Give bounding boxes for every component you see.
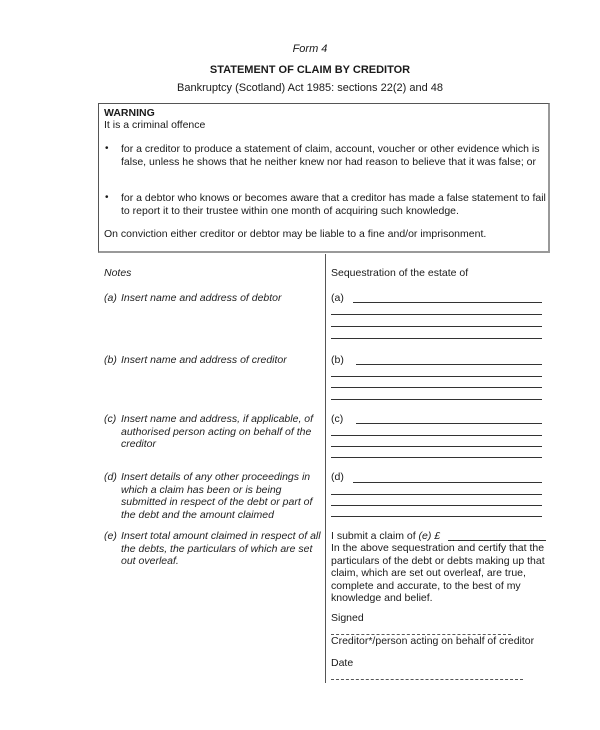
note-e (104, 530, 322, 568)
date-label: Date (331, 657, 354, 669)
form-number: Form 4 (292, 43, 328, 55)
note-label: (a) (104, 292, 117, 304)
column-divider (325, 254, 326, 683)
field-b-input-line-1[interactable] (356, 364, 542, 365)
warning-conviction: On conviction either creditor or debtor may be liable to a fine and/or imprisonment. (104, 228, 487, 240)
field-d-label: (d) (331, 471, 344, 483)
note-label: (c) (104, 413, 117, 425)
date-input[interactable] (331, 679, 523, 680)
note-text: Insert total amount claimed in respect of all the debts, the particulars of which are set out overleaf. (121, 530, 321, 567)
field-c-input-line-4[interactable] (331, 457, 542, 458)
note-text: Insert details of any other proceedings in which a claim has been or is being submitted in respect of the debt or part of the debt and the amount claimed (121, 471, 313, 521)
note-a (104, 292, 322, 305)
document-title: STATEMENT OF CLAIM BY CREDITOR (209, 64, 411, 76)
warning-intro: It is a criminal offence (104, 119, 206, 131)
note-label: (b) (104, 354, 117, 366)
field-c-input-line-3[interactable] (331, 446, 542, 447)
notes-heading: Notes (104, 267, 132, 279)
document-subtitle: Bankruptcy (Scotland) Act 1985: sections 22(2) and 48 (177, 82, 443, 94)
claim-ref: (e) £ (418, 530, 441, 542)
field-d-input-line-2[interactable] (331, 494, 542, 495)
field-b-input-line-4[interactable] (331, 399, 542, 400)
note-text: Insert name and address of debtor (121, 292, 282, 304)
note-c (104, 413, 322, 451)
signed-label: Signed (331, 612, 364, 624)
field-b-label: (b) (331, 354, 344, 366)
field-d-input-line-4[interactable] (331, 516, 542, 517)
field-b-input-line-2[interactable] (331, 376, 542, 377)
claim-amount-input[interactable] (448, 540, 546, 541)
field-a-input-line-2[interactable] (331, 314, 542, 315)
note-text: Insert name and address of creditor (121, 354, 287, 366)
warning-bullet-1: for a creditor to produce a statement of claim, account, voucher or other evidence which is false, unless he shows that he neither knew nor had reason to believe that it was false; or (121, 143, 540, 168)
field-d-input-line-1[interactable] (353, 482, 542, 483)
field-d-input-line-3[interactable] (331, 505, 542, 506)
field-a-input-line-1[interactable] (353, 302, 542, 303)
note-text: Insert name and address, if applicable, of authorised person acting on behalf of the creditor (121, 413, 314, 450)
note-label: (e) (104, 530, 117, 542)
note-b (104, 354, 322, 367)
field-c-label: (c) (331, 413, 344, 425)
note-d (104, 471, 322, 521)
claim-prefix: I submit a claim of (331, 530, 419, 542)
field-a-label: (a) (331, 292, 344, 304)
warning-bullet-2: for a debtor who knows or becomes aware that a creditor has made a false statement to fail to report it to their trustee within one month of acquiring such knowledge. (121, 192, 546, 217)
bullet-icon: • (105, 143, 109, 154)
field-c-input-line-1[interactable] (356, 423, 542, 424)
field-c-input-line-2[interactable] (331, 435, 542, 436)
warning-heading: WARNING (104, 107, 155, 119)
note-label: (d) (104, 471, 117, 483)
bullet-icon: • (105, 192, 109, 203)
field-a-input-line-3[interactable] (331, 326, 542, 327)
certification-text: In the above sequestration and certify that the particulars of the debt or debts making up that claim, which are set out overleaf, are true, complete and accurate, to the best of my knowledge and belief. (331, 542, 545, 604)
field-b-input-line-3[interactable] (331, 387, 542, 388)
signer-caption: Creditor*/person acting on behalf of creditor (331, 635, 535, 647)
sequestration-label: Sequestration of the estate of (331, 267, 469, 279)
field-a-input-line-4[interactable] (331, 338, 542, 339)
